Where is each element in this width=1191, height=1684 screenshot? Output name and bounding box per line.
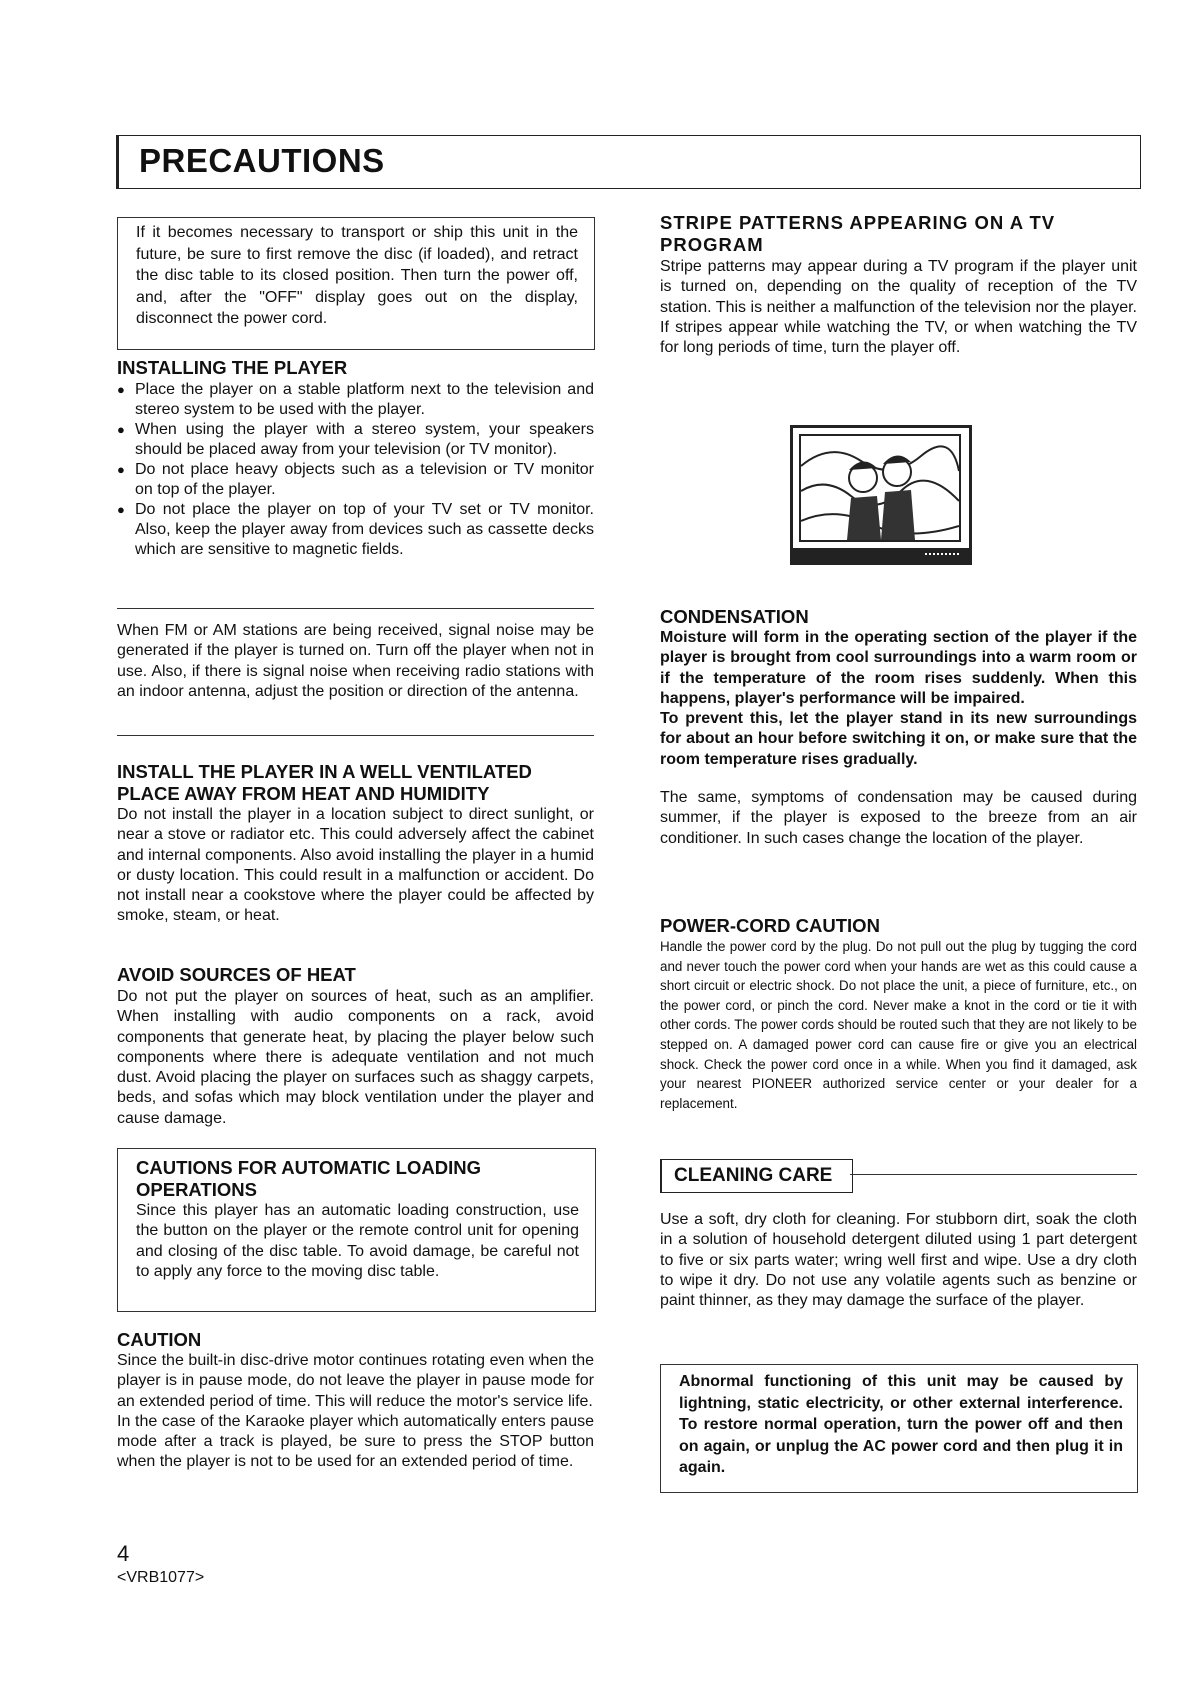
installing-item: ● Do not place the player on top of your TV set or TV monitor. Also, keep the player away from devices such as cassette decks which are sensitive to magnetic fields. [117, 500, 594, 560]
auto-loading-box [117, 1148, 596, 1312]
condensation-text: The same, symptoms of condensation may be caused during summer, if the player is exposed to the breeze from an air conditioner. In such cases change the location of the player. [660, 789, 1137, 847]
stripe-heading: STRIPE PATTERNS APPEARING ON A TV PROGRAM [660, 212, 1056, 255]
installing-item: ● Place the player on a stable platform next to the television and stereo system to be used with the player. [117, 380, 594, 420]
cleaning-rule [850, 1174, 1137, 1175]
stripe-text: Stripe patterns may appear during a TV program if the player unit is turned on, depending on the quality of reception of the TV station. This is neither a malfunction of the television nor the player. If stripes appear while watching the TV, or when watching the TV for long periods of time, turn the player off. [660, 258, 1137, 357]
caution-heading: CAUTION [117, 1329, 202, 1350]
condensation-warning: Moisture will form in the operating section of the player if the player is brought from cool surroundings into a warm room or if the temperature of the room rises suddenly. When this happens, player's performance will be impaired. [660, 629, 1137, 707]
cleaning-heading-box [660, 1159, 853, 1193]
caution-text-karaoke: In the case of the Karaoke player which automatically enters pause mode after a track is played, be sure to press the STOP button when the player is not to be used for an extended period of time. [117, 1412, 594, 1471]
installing-heading: INSTALLING THE PLAYER [117, 357, 348, 378]
cleaning-text: Use a soft, dry cloth for cleaning. For stubborn dirt, soak the cloth in a solution of household detergent diluted using 1 part detergent to five or six parts water; wring well first and wipe. Use a dry cloth to wipe it dry. Do not use any volatile agents such as benzine or paint thinner, as they may damage the surface of the player. [660, 1211, 1137, 1310]
page-title: PRECAUTIONS [139, 142, 385, 179]
divider [117, 608, 594, 609]
fm-am-text: When FM or AM stations are being received, signal noise may be generated if the player is turned on. Turn off the player when not in use. Also, if there is signal noise when receiving radio stations with an indoor antenna, adjust the position or direction of the antenna. [117, 622, 594, 700]
condensation-section [660, 606, 1137, 849]
condensation-prevention: To prevent this, let the player stand in its new surroundings for about an hour before switching it on, or make sure that the room temperature rises gradually. [660, 710, 1137, 768]
ventilated-text: Do not install the player in a location subject to direct sunlight, or near a stove or radiator etc. This could adversely affect the cabinet and internal components. Also avoid installing the player in a humid or dusty location. This could result in a malfunction or accident. Do not install near a cookstove where the player could be affected by smoke, steam, or heat. [117, 806, 594, 925]
transport-notice-text: If it becomes necessary to transport or ship this unit in the future, be sure to first remove the disc (if loaded), and retract the disc table to its closed position. Then turn the power off, and, after the "OFF" display goes out on the display, disconnect the power cord. [136, 224, 578, 327]
abnormal-box [660, 1364, 1138, 1493]
abnormal-text: Abnormal functioning of this unit may be caused by lightning, static electricity, or other external interference. To restore normal operation, turn the power off and then on again, or unplug the AC power cord and then plug it in again. [679, 1373, 1123, 1476]
installing-section [117, 358, 594, 560]
auto-loading-heading: CAUTIONS FOR AUTOMATIC LOADING OPERATIONS [136, 1157, 481, 1200]
ventilated-section [117, 761, 594, 927]
cleaning-section [660, 1210, 1137, 1311]
auto-loading-text: Since this player has an automatic loading construction, use the button on the player or the remote control unit for opening and closing of the disc table. To avoid damage, be careful not to apply any force to the moving disc table. [136, 1202, 579, 1280]
tv-illustration [790, 425, 972, 565]
condensation-heading: CONDENSATION [660, 606, 809, 627]
heat-heading: AVOID SOURCES OF HEAT [117, 964, 356, 985]
ventilated-heading: INSTALL THE PLAYER IN A WELL VENTILATED PLACE AWAY FROM HEAT AND HUMIDITY [117, 761, 532, 804]
cleaning-heading: CLEANING CARE [674, 1165, 833, 1186]
fm-am-section [117, 621, 594, 702]
tv-base [793, 548, 969, 562]
heat-section [117, 965, 594, 1129]
tv-screen [799, 434, 961, 542]
caution-text: Since the built-in disc-drive motor continues rotating even when the player is in pause mode, do not leave the player in pause mode for an extended period of time. This will reduce the motor's service life. [117, 1352, 594, 1410]
caution-section [117, 1330, 594, 1473]
installing-item: ● When using the player with a stereo system, your speakers should be placed away from your television (or TV monitor). [117, 420, 594, 460]
page-number: 4 [117, 1541, 130, 1566]
installing-item: ● Do not place heavy objects such as a television or TV monitor on top of the player. [117, 460, 594, 500]
power-cord-section [660, 915, 1137, 1113]
stripe-section [660, 212, 1137, 358]
page-title-box [116, 135, 1141, 189]
power-cord-text: Handle the power cord by the plug. Do not pull out the plug by tugging the cord and never touch the power cord when your hands are wet as this could cause a short circuit or electric shock. Do not place the unit, a piece of furniture, etc., on the power cord, or pinch the cord. Never make a knot in the cord or tie it with other cords. The power cords should be routed such that they are not likely to be stepped on. A damaged power cord can cause fire or give you an electrical shock. Check the power cord once in a while. When you find it damaged, ask your nearest PIONEER authorized service center or your dealer for a replacement. [660, 939, 1137, 1111]
power-cord-heading: POWER-CORD CAUTION [660, 915, 880, 936]
divider [117, 735, 594, 736]
transport-notice-box [117, 217, 595, 350]
document-code: <VRB1077> [117, 1569, 205, 1586]
heat-text: Do not put the player on sources of heat, such as an amplifier. When installing with audio components on a rack, avoid components that generate heat, by placing the player below such components where there is adequate ventilation and not much dust. Avoid placing the player on surfaces such as shaggy carpets, beds, and sofas which may block ventilation under the player and cause damage. [117, 988, 594, 1127]
